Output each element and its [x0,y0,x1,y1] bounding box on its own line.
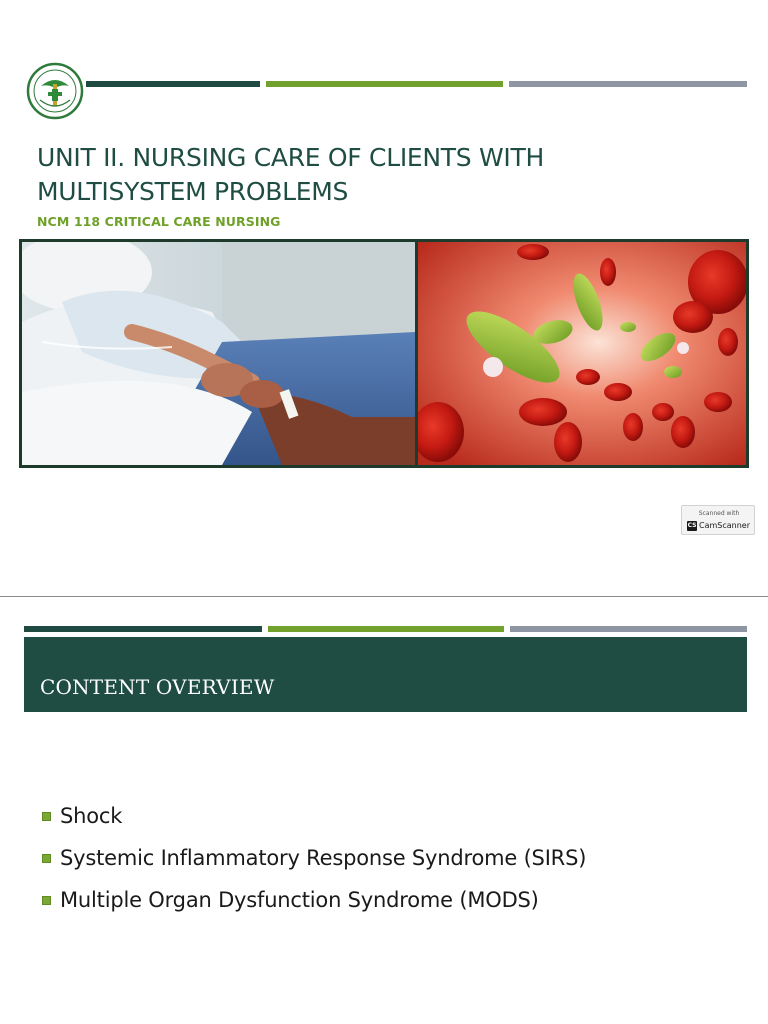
scanner-caption: Scanned with [698,510,740,517]
bullet-square-icon [42,896,51,905]
bullet-square-icon [42,812,51,821]
bacteria-bloodstream-illustration [418,242,746,465]
list-item-text: Shock [60,804,123,828]
photo-frame [19,239,749,468]
camscanner-logo-icon: CS [687,522,697,529]
scanner-brand: CamScanner [699,521,751,530]
college-of-nursing-logo-icon [26,62,84,120]
course-subtitle: NCM 118 CRITICAL CARE NURSING [37,214,281,229]
list-item [42,837,586,879]
slide-title [37,141,677,209]
section-header-band [24,637,747,712]
camscanner-badge [681,505,755,535]
slide-title-line1: UNIT II. NURSING CARE OF CLIENTS WITH [37,143,544,172]
bullet-square-icon [42,854,51,863]
section-header-title: CONTENT OVERVIEW [40,675,275,699]
content-overview-slide [0,597,768,1024]
slide-title-line2: MULTISYSTEM PROBLEMS [37,177,349,206]
accent-bar-gray [510,626,747,632]
accent-bar-green [266,81,503,87]
list-item-text: Systemic Inflammatory Response Syndrome (SIRS) [60,846,587,870]
accent-bar-dark [86,81,260,87]
accent-bar-gray [509,81,747,87]
overview-list [42,795,586,921]
list-item-text: Multiple Organ Dysfunction Syndrome (MODS) [60,888,539,912]
accent-bar-dark [24,626,262,632]
list-item [42,879,586,921]
list-item [42,795,586,837]
hospital-patient-photo [22,242,415,465]
accent-bar-green [268,626,504,632]
